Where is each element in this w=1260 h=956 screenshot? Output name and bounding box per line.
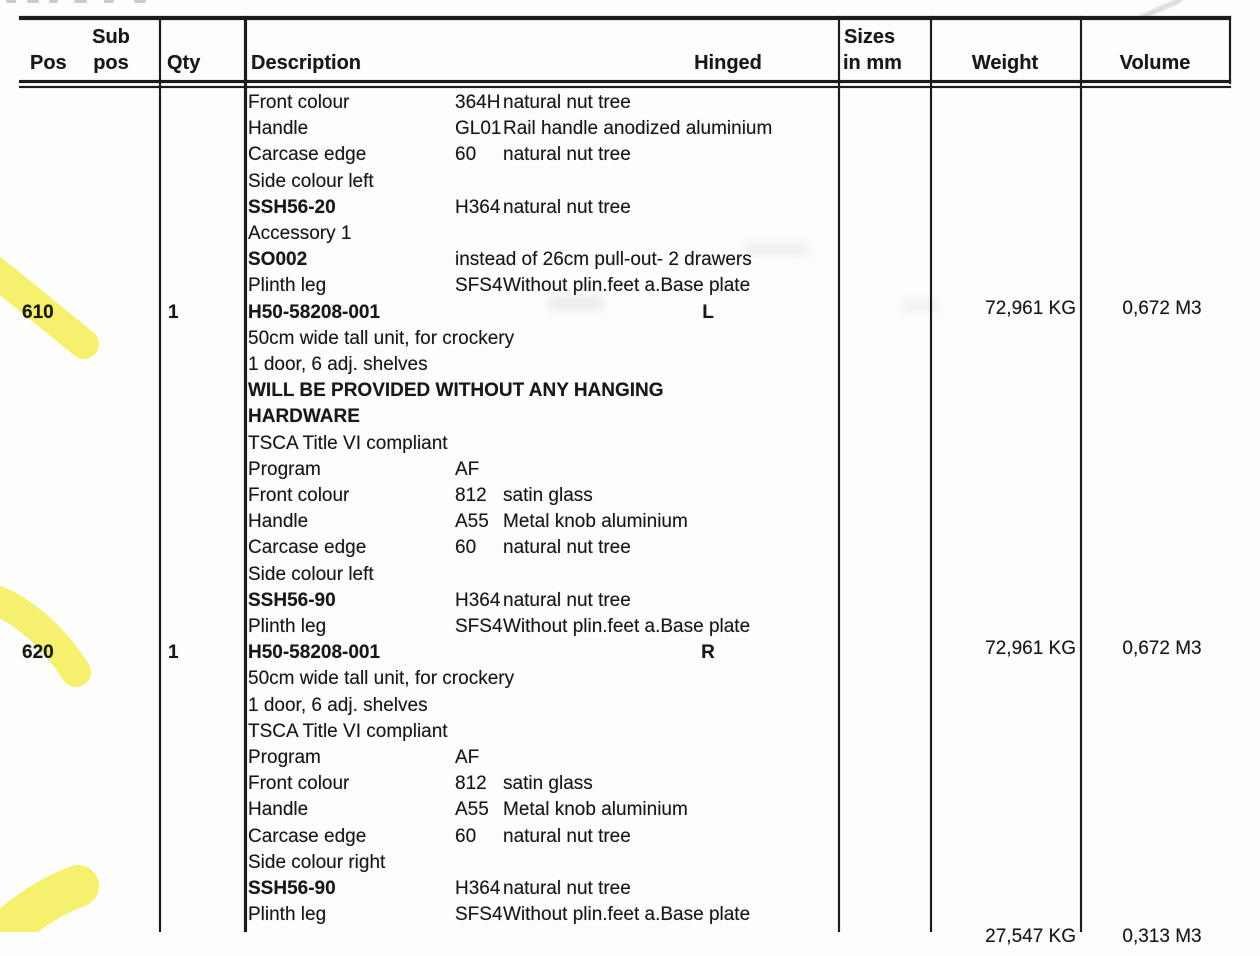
header-weight: Weight (971, 52, 1039, 74)
spec-label: Program (248, 747, 321, 768)
header-volume: Volume (1119, 52, 1191, 74)
header-hinged: Hinged (694, 52, 762, 74)
spec-code: AF (455, 747, 480, 768)
volume-value: 0,672 M3 (1122, 297, 1202, 319)
qty-value: 1 (168, 301, 179, 323)
spec-label: Handle (248, 511, 309, 533)
description-line (0, 406, 1260, 432)
header-subpos-line1: Sub (92, 26, 130, 48)
header-sizes-line2: in mm (843, 52, 902, 74)
spec-label: Program (248, 458, 321, 480)
spec-label: 50cm wide tall unit, for crockery (248, 327, 515, 349)
spec-value (455, 537, 631, 559)
spec-label: Carcase edge (248, 537, 367, 559)
spec-label: Plinth leg (248, 904, 327, 926)
spec-label: H50-58208-001 (248, 301, 381, 323)
spec-value (455, 773, 593, 795)
spec-label: Carcase edge (248, 144, 367, 166)
description-line (0, 485, 1260, 511)
description-line (0, 773, 1260, 799)
spec-text: instead of 26cm pull-out- 2 drawers (455, 249, 752, 271)
spec-label: Front colour (248, 485, 350, 506)
spec-text: Without plin.feet a.Base plate (503, 904, 751, 926)
spec-label: Plinth leg (248, 616, 327, 637)
spec-label: Side colour left (248, 170, 374, 192)
weight-value: 72,961 KG (985, 297, 1076, 319)
description-line (0, 852, 1260, 878)
spec-label: Accessory 1 (248, 223, 352, 244)
spec-code: 60 (455, 537, 477, 559)
spec-label: 50cm wide tall unit, for crockery (248, 668, 515, 690)
spec-label: TSCA Title VI compliant (248, 432, 448, 454)
spec-label: Front colour (248, 773, 350, 795)
description-line (0, 354, 1260, 380)
spec-code: H364 (455, 878, 501, 899)
spec-label: SSH56-20 (248, 196, 336, 218)
table-top-border (19, 16, 1231, 20)
spec-label: Plinth leg (248, 275, 327, 297)
spec-text: natural nut tree (503, 537, 631, 559)
header-pos: Pos (30, 52, 67, 74)
description-line (0, 537, 1260, 563)
spec-value (455, 249, 752, 271)
spec-code: A55 (455, 799, 489, 821)
description-line (0, 433, 1260, 459)
volume-value: 0,672 M3 (1122, 638, 1202, 660)
spec-value (455, 118, 772, 140)
description-line (0, 695, 1260, 721)
spec-code: 60 (455, 825, 477, 847)
spec-text: Metal knob aluminium (503, 799, 688, 821)
scan-artifact (134, 0, 146, 3)
pos-value: 620 (22, 642, 54, 664)
spec-text: natural nut tree (503, 92, 631, 113)
spec-label: TSCA Title VI compliant (248, 720, 448, 742)
spec-text: Without plin.feet a.Base plate (503, 275, 751, 297)
spec-value (455, 799, 688, 821)
description-line (0, 144, 1260, 170)
header-bottom-border-thick (19, 80, 1231, 83)
description-line (0, 564, 1260, 590)
description-line (0, 721, 1260, 747)
description-line (0, 380, 1260, 406)
spec-value (455, 197, 631, 219)
hinged-value: R (701, 642, 715, 664)
header-subpos-line2: pos (93, 52, 129, 74)
spec-label: SSH56-90 (248, 589, 336, 611)
description-line (0, 590, 1260, 616)
spec-code: A55 (455, 511, 489, 533)
description-line (0, 92, 1260, 118)
description-line (0, 511, 1260, 537)
spec-code: AF (455, 458, 480, 480)
spec-code: H364 (455, 589, 501, 611)
header-bottom-border-thin (19, 86, 1231, 88)
description-line (0, 878, 1260, 904)
spec-text: Metal knob aluminium (503, 511, 688, 533)
header-description: Description (251, 52, 362, 74)
spec-value (455, 459, 503, 481)
spec-label: 1 door, 6 adj. shelves (248, 354, 428, 375)
scan-artifact (49, 0, 58, 3)
spec-label: 1 door, 6 adj. shelves (248, 694, 428, 716)
spec-code: 812 (455, 773, 487, 795)
scan-artifact (27, 0, 39, 3)
spec-code: SFS4 (455, 275, 503, 297)
header-qty: Qty (167, 52, 201, 74)
description-line (0, 197, 1260, 223)
spec-code: 364H (455, 92, 501, 113)
spec-code: SFS4 (455, 616, 503, 637)
spec-code: H364 (455, 196, 501, 218)
scan-artifact (6, 0, 16, 3)
hinged-value: L (702, 301, 714, 323)
spec-label: Carcase edge (248, 825, 367, 847)
qty-value: 1 (168, 642, 179, 664)
description-line (0, 747, 1260, 773)
spec-label: HARDWARE (248, 406, 360, 428)
spec-value (455, 511, 688, 533)
description-line (0, 249, 1260, 275)
spec-text: satin glass (503, 485, 593, 506)
spec-code: GL01 (455, 118, 502, 140)
spec-code: 60 (455, 144, 477, 166)
spec-text: natural nut tree (503, 825, 631, 847)
spec-value (455, 616, 750, 638)
spec-value (455, 826, 631, 848)
spec-code: 812 (455, 485, 487, 506)
spec-value (455, 485, 593, 507)
description-line (0, 171, 1260, 197)
spec-value (455, 92, 631, 114)
volume-value: 0,313 M3 (1122, 926, 1202, 948)
spec-label: Side colour left (248, 563, 374, 585)
spec-value (455, 590, 631, 612)
weight-value: 27,547 KG (985, 926, 1076, 948)
spec-code: SFS4 (455, 904, 503, 926)
description-line (0, 668, 1260, 694)
spec-label: SO002 (248, 249, 308, 271)
pos-value: 610 (22, 301, 54, 323)
spec-label: Handle (248, 799, 309, 821)
spec-label: Handle (248, 118, 309, 140)
spec-value (455, 747, 503, 769)
scan-artifact (74, 0, 87, 3)
spec-text: natural nut tree (503, 144, 631, 166)
spec-label: H50-58208-001 (248, 642, 381, 664)
weight-value: 72,961 KG (985, 638, 1076, 660)
spec-text: natural nut tree (503, 878, 631, 899)
spec-text: natural nut tree (503, 589, 631, 611)
spec-text: satin glass (503, 773, 593, 795)
scan-artifact (104, 0, 114, 3)
description-line (0, 118, 1260, 144)
description-line (0, 223, 1260, 249)
description-line (0, 459, 1260, 485)
spec-value (455, 144, 631, 166)
spec-text: natural nut tree (503, 196, 631, 218)
spec-text: Rail handle anodized aluminium (503, 118, 773, 140)
spec-value (455, 275, 750, 297)
spec-text: Without plin.feet a.Base plate (503, 616, 751, 637)
description-line (0, 826, 1260, 852)
spec-label: Front colour (248, 92, 350, 113)
spec-value (455, 904, 750, 926)
spec-label: SSH56-90 (248, 878, 336, 899)
spec-label: Side colour right (248, 851, 386, 873)
description-line (0, 799, 1260, 825)
spec-label: WILL BE PROVIDED WITHOUT ANY HANGING (248, 380, 664, 402)
description-line (0, 328, 1260, 354)
header-sizes-line1: Sizes (844, 26, 896, 48)
spec-value (455, 878, 631, 900)
